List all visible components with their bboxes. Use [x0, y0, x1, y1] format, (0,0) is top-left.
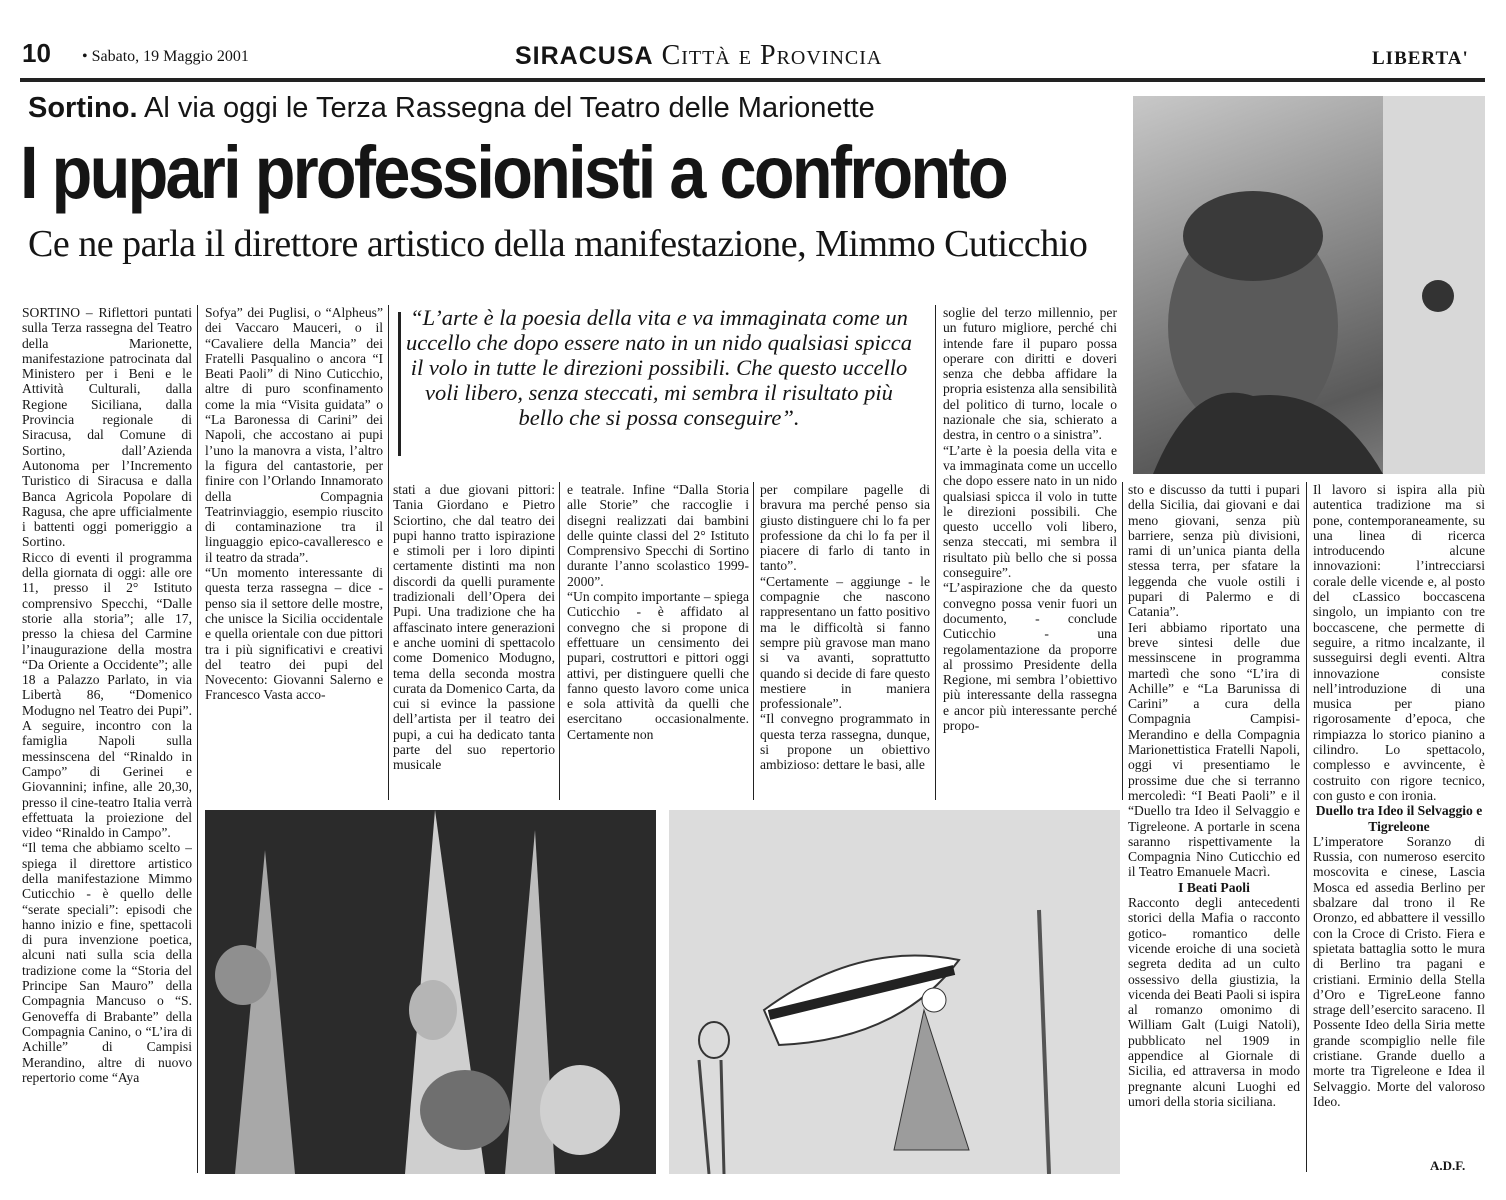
column-rule-4 [753, 482, 754, 800]
portrait-illustration [1133, 96, 1485, 474]
column-7: sto e discusso da tutti i pupari della Sicilia, dai giovani e dai meno giovani, senza più barriere, senza più divisioni, rami di un’unica pianta della stessa terra, per sfatare la leggenda che vuole ostili i pupari di Palermo e di Catania”. Ieri abbiamo riportato una breve sintesi delle due messinscene in programma martedì che sono “L’ira di Achille” e “La Barunissa di Carini” a cura della Compagnia Campisi-Merandino e della Compagnia Marionettistica Fratelli Napoli, oggi vi presentiamo le prossime due che si terranno mercoledì: “I Beati Paoli” e il “Duello tra Ideo il Selvaggio e Tigreleone. A portarle in scena saranno rispettivamente la Compagnia Nino Cuticchio ed il Teatro Emanuele Macrì. I Beati Paoli Racconto degli antecedenti storici della Mafia o racconto gotico- romantico delle vicende eroiche di una società segreta dedita ad un culto ossessivo della giustizia, la vicenda dei Beati Paoli si ispira al romanzo omonimo di William Galt (Luigi Natoli), pubblicato nel 1909 in appendice al Giornale di Sicilia, ed attraversa in modo pregnante alcuni Luoghi ed umori della storia siciliana. [1128, 482, 1300, 1109]
signature: A.D.F. [1430, 1158, 1466, 1173]
headline: I pupari professionisti a confronto [20, 131, 1006, 214]
column-rule-2 [388, 305, 389, 800]
quote-bar [398, 312, 401, 456]
section-city: SIRACUSA [515, 42, 654, 70]
column-6: soglie del terzo millennio, per un futuro migliore, perché chi intende fare il puparo possa operare con diritti e doveri senza che debba affidare la propria esistenza alla sensibilità del politico di turno, locale o nazionale che sia, schierato a destra, in centro o a sinistra”. “L’arte è la poesia della vita e va immaginata come un uccello che dopo essere nato in un nido qualsiasi spicca il volo in tutte le direzioni possibili. Che questo uccello voli libero, senza steccati, mi sembra il risultato più bello che si possa conseguire”. “L’aspirazione che da questo convegno possa venir fuori un documento, - conclude Cuticchio - una regolamentazione da proporre al prossimo Presidente della Regione, mi sembra l’obiettivo più interessante della rassegna e ancor più interessante perché propo- [943, 305, 1117, 734]
kicker-text: Al via oggi le Terza Rassegna del Teatro delle Marionette [137, 92, 875, 124]
subheading-beati-paoli: I Beati Paoli [1178, 879, 1250, 895]
column-1: SORTINO – Riflettori puntati sulla Terza rassegna del Teatro della Marionette, manifestazione patrocinata dal Ministero per i Beni e le Attività Culturali, dalla Regione Siciliana, dalla Provincia regionale di Siracusa, dal Comune di Sortino, dall’Azienda Autonoma per l’Incremento Turistico di Siracusa e dalla Banca Agricola Popolare di Ragusa, che apre ufficialmente i battenti oggi pomeriggio a Sortino. Ricco di eventi il programma della giornata di oggi: alle ore 11, presso il 2° Istituto comprensivo Specchi, “Dalle storie alla storia”; alle 17, presso la chiesa del Carmine l’inaugurazione della mostra “Da Oriente a Occidente”; alle 18 a Palazzo Parlato, in via Libertà 86, “Domenico Modugno nel Teatro dei Pupi”. A seguire, incontro con la famiglia Napoli sulla messinscena del “Rinaldo in Campo” di Gerinei e Giovannini; infine, alle 20,30, presso il cine-teatro Italia verrà effettuata la proiezione del video “Rinaldo in Campo”. “Il tema che abbiamo scelto –spiega il direttore artistico della manifestazione Mimmo Cuticchio - è quello delle “serate speciali”: episodi che hanno inizio e fine, spettacoli di pura invenzione poetica, alcuni nati sulla scia della tradizione come la “Storia del Principe San Mauro” della Compagnia Mancuso o “S. Genoveffa di Brabante” della Compagnia Canino, o “L’ira di Achille” di Campisi Merandino, altre di nuovo repertorio come “Aya [22, 305, 192, 1085]
column-8: Il lavoro si ispira alla più autentica tradizione ma si pone, contemporaneamente, su una linea di ricerca introducendo alcune innovazioni: l’intrecciarsi corale delle vicende e, al posto del cLassico boccascena singolo, un impianto con tre boccascene, che permette di seguire, a ritmo incalzante, il susseguirsi degli eventi. Altra innovazione consiste nell’introduzione di una musica per piano rigorosamente d’epoca, che rimpiazza lo storico pianino a cilindro. Lo spettacolo, complesso e avvincente, è costruito con rigore tecnico, con gusto e con ironia. Duello tra Ideo il Selvaggio e Tigreleone L’imperatore Soranzo di Russia, con numeroso esercito moscovita e cinese, Lascia Mosca ed assedia Berlino per sbalzare dal trono il Re Oronzo, ed abbattere il vessillo con la Croce di Cristo. Fiera e spietata battaglia sotto le mura di Berlino tra pagani e cristiani. Erminio della Stella d’Oro e TigreLeone fanno strage dell’esercito saraceno. Il Possente Ideo della Siria mette grande scompiglio nelle file cristiane. Grande duello a morte tra Tigreleone e Idea il Selvaggio. Morte del valoroso Ideo. [1313, 482, 1485, 1109]
children-drawing [669, 810, 1120, 1174]
subheadline: Ce ne parla il direttore artistico della manifestazione, Mimmo Cuticchio [28, 223, 1088, 265]
page-number: 10 [22, 38, 51, 68]
column-rule-7 [1306, 482, 1307, 1172]
kicker-place: Sortino. [28, 92, 138, 124]
newspaper-name: LIBERTA' [1372, 48, 1469, 69]
subheading-duello: Duello tra Ideo il Selvaggio e Tigreleone [1315, 803, 1483, 834]
section-rest: Città e Provincia [661, 40, 883, 71]
section-title [515, 40, 882, 72]
puppets-illustration [205, 810, 656, 1174]
column-rule-6 [1122, 482, 1123, 800]
pull-quote: “L’arte è la poesia della vita e va immaginata come un uccello che dopo essere nato in un nido qualsiasi spicca il volo in tutte le direzioni possibili. Che questo uccello voli libero, senza steccati, mi sembra il risultato più bello che si possa conseguire”. [406, 305, 912, 430]
header-rule [20, 78, 1485, 82]
column-rule-1 [197, 305, 198, 1173]
column-3: stati a due giovani pittori: Tania Giordano e Pietro Sciortino, che dal teatro dei pupi hanno tratto ispirazione e stimoli per i loro dipinti certamente distinti ma non discordi da quelli puramente tradizionali dell’Opera dei Pupi. Una tradizione che ha affascinato intere generazioni e anche uomini di spettacolo come Domenico Modugno, tema della seconda mostra curata da Domenico Carta, da cui si evince la passione dell’artista per il teatro dei pupi, a cui ha dedicato tanta parte del suo repertorio musicale [393, 482, 555, 773]
puppets-photo [205, 810, 656, 1174]
column-4: e teatrale. Infine “Dalla Storia alle Storie” che raccoglie i disegni realizzati dai bambini delle quinte classi del 2° Istituto Comprensivo Specchi di Sortino durante l’anno scolastico 1999-2000”. “Un compito importante – spiega Cuticchio - è affidato al convegno che si propone di effettuare un censimento dei pupari, costruttori e pittori oggi attivi, per distinguere quelli che fanno questo lavoro come unica e sola attività da quelli che esercitano occasionalmente. Certamente non [567, 482, 749, 742]
drawing-illustration [669, 810, 1120, 1174]
column-rule-3 [559, 482, 560, 800]
issue-date: • Sabato, 19 Maggio 2001 [82, 48, 249, 65]
column-2: Sofya” dei Puglisi, o “Alpheus” dei Vaccaro Mauceri, o il “Cavaliere della Mancia” dei Fratelli Pasqualino o ancora “I Beati Paoli” di Nino Cuticchio, altre di puro sconfinamento come la mia “Visita guidata” o “La Baronessa di Carini” dei Napoli, che accostano ai pupi l’uno la manovra a vista, l’altro la figura del cantastorie, per finire con l’Orlando Innamorato della Compagnia Teatrinviaggio, esempio riuscito di contaminazione tra il linguaggio epico-cavalleresco e il teatro da strada”. “Un momento interessante di questa terza rassegna – dice -penso sia il settore delle mostre, che unisce la Sicilia occidentale e quella orientale con due pittori tra i più significativi e creativi del teatro dei pupi del Novecento: Giovanni Salerno e Francesco Vasta acco- [205, 305, 383, 703]
kicker [28, 92, 875, 125]
column-rule-5 [935, 305, 936, 800]
portrait-photo [1133, 96, 1485, 474]
column-5: per compilare pagelle di bravura ma perché penso sia giusto distinguere chi lo fa per professione da chi lo fa per il piacere di farlo di tanto in tanto”. “Certamente – aggiunge - le compagnie che nascono rappresentano un fatto positivo ma le difficoltà si fanno sempre più gravose man mano si va avanti, soprattutto quando si decide di fare questo mestiere in maniera professionale”. “Il convegno programmato in questa terza rassegna, dunque, si propone un obiettivo ambizioso: dettare le basi, alle [760, 482, 930, 773]
